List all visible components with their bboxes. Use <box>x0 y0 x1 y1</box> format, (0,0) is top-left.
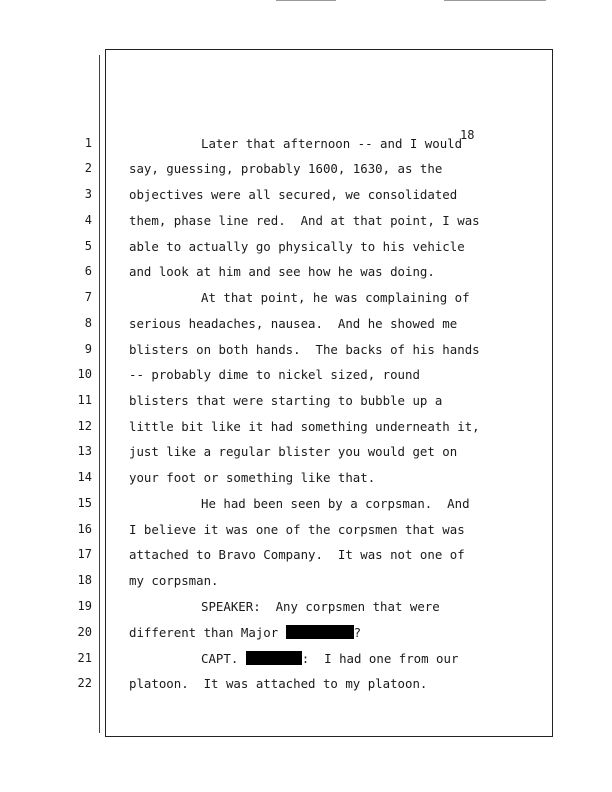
line-text <box>129 625 361 640</box>
transcript-line <box>0 161 612 181</box>
line-text: and look at him and see how he was doing. <box>129 264 435 279</box>
line-text: At that point, he was complaining of <box>201 290 470 305</box>
transcript-line <box>0 419 612 439</box>
line-number: 9 <box>84 342 92 356</box>
transcript-line <box>0 136 612 156</box>
redaction-bar <box>286 625 354 639</box>
transcript-line <box>0 599 612 619</box>
line-number: 6 <box>84 264 92 278</box>
transcript-line <box>0 496 612 516</box>
line-number: 5 <box>84 239 92 253</box>
line-text: your foot or something like that. <box>129 470 376 485</box>
line-number: 7 <box>84 290 92 304</box>
line-text: blisters on both hands. The backs of his hands <box>129 342 480 357</box>
line-text: them, phase line red. And at that point, I was <box>129 213 480 228</box>
transcript-line <box>0 470 612 490</box>
line-number: 18 <box>77 573 92 587</box>
line-number: 13 <box>77 444 92 458</box>
line-text: Later that afternoon -- and I would <box>201 136 463 151</box>
transcript-line <box>0 625 612 645</box>
line-text: He had been seen by a corpsman. And <box>201 496 470 511</box>
transcript-line <box>0 213 612 233</box>
transcript-line <box>0 651 612 671</box>
transcript-line <box>0 547 612 567</box>
page-number: 18 <box>460 128 475 142</box>
line-text: blisters that were starting to bubble up a <box>129 393 443 408</box>
transcript-line <box>0 444 612 464</box>
line-text: -- probably dime to nickel sized, round <box>129 367 420 382</box>
line-text: objectives were all secured, we consolidated <box>129 187 458 202</box>
line-number: 3 <box>84 187 92 201</box>
line-text: serious headaches, nausea. And he showed me <box>129 316 458 331</box>
line-number: 4 <box>84 213 92 227</box>
line-number: 14 <box>77 470 92 484</box>
line-text-before-redaction: different than Major <box>129 625 286 640</box>
line-text: SPEAKER: Any corpsmen that were <box>201 599 440 614</box>
line-text-after-redaction: : I had one from our <box>301 651 459 666</box>
line-text <box>201 651 458 666</box>
line-text: just like a regular blister you would get on <box>129 444 458 459</box>
line-number: 11 <box>77 393 92 407</box>
line-text-before-redaction: CAPT. <box>201 651 246 666</box>
transcript-line <box>0 573 612 593</box>
line-text-after-redaction: ? <box>353 625 362 640</box>
transcript-line <box>0 239 612 259</box>
line-text: I believe it was one of the corpsmen that was <box>129 522 465 537</box>
transcript-line <box>0 290 612 310</box>
line-text: say, guessing, probably 1600, 1630, as the <box>129 161 443 176</box>
line-text: able to actually go physically to his vehicle <box>129 239 465 254</box>
line-number: 21 <box>77 651 92 665</box>
transcript-line <box>0 393 612 413</box>
line-number: 16 <box>77 522 92 536</box>
line-number: 8 <box>84 316 92 330</box>
transcript-line <box>0 187 612 207</box>
line-number: 15 <box>77 496 92 510</box>
line-number: 17 <box>77 547 92 561</box>
line-number: 2 <box>84 161 92 175</box>
line-number: 1 <box>84 136 92 150</box>
top-edge-rule-left <box>276 0 336 1</box>
line-text: platoon. It was attached to my platoon. <box>129 676 428 691</box>
line-number: 12 <box>77 419 92 433</box>
top-edge-rule-right <box>444 0 546 1</box>
transcript-line <box>0 342 612 362</box>
transcript-line <box>0 316 612 336</box>
line-number: 19 <box>77 599 92 613</box>
line-text: attached to Bravo Company. It was not one of <box>129 547 465 562</box>
redaction-bar <box>246 651 302 665</box>
transcript-line <box>0 522 612 542</box>
line-number: 22 <box>77 676 92 690</box>
line-text: my corpsman. <box>129 573 219 588</box>
transcript-line <box>0 264 612 284</box>
line-text: little bit like it had something underneath it, <box>129 419 480 434</box>
line-number: 10 <box>77 367 92 381</box>
line-number: 20 <box>77 625 92 639</box>
transcript-line <box>0 676 612 696</box>
transcript-line <box>0 367 612 387</box>
